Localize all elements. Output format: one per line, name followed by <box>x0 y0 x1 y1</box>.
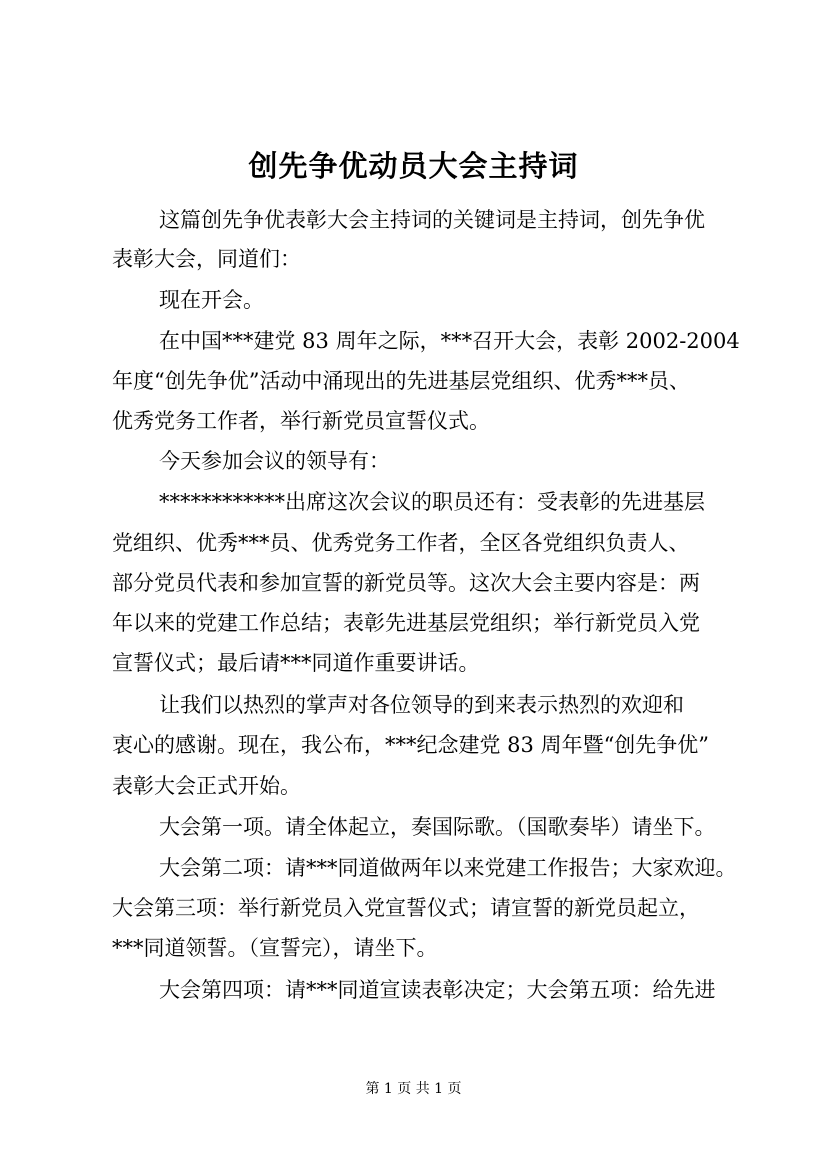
text-line: 让我们以热烈的掌声对各位领导的到来表示热烈的欢迎和 <box>159 693 684 717</box>
text-line: 在中国***建党 83 周年之际，***召开大会，表彰 2002-2004 <box>159 329 740 353</box>
text-line: ***同道领誓。（宣誓完），请坐下。 <box>112 936 438 960</box>
text-line: 党组织、优秀***员、优秀党务工作者，全区各党组织负责人、 <box>112 531 690 555</box>
text-line: 部分党员代表和参加宣誓的新党员等。这次大会主要内容是：两 <box>112 571 700 595</box>
text-line: 大会第四项：请***同道宣读表彰决定；大会第五项：给先进 <box>159 978 716 1002</box>
text-line: ************出席这次会议的职员还有：受表彰的先进基层 <box>159 490 705 514</box>
text-line: 宣誓仪式；最后请***同道作重要讲话。 <box>112 651 480 675</box>
text-line: 这篇创先争优表彰大会主持词的关键词是主持词，创先争优 <box>159 208 705 232</box>
text-line: 优秀党务工作者，举行新党员宣誓仪式。 <box>112 409 490 433</box>
text-line: 大会第三项：举行新党员入党宣誓仪式；请宣誓的新党员起立， <box>112 896 700 920</box>
document-title: 创先争优动员大会主持词 <box>248 149 579 183</box>
text-line: 表彰大会，同道们： <box>112 247 301 271</box>
text-line: 大会第二项：请***同道做两年以来党建工作报告；大家欢迎。 <box>159 856 737 880</box>
text-line: 表彰大会正式开始。 <box>112 774 301 798</box>
text-line: 大会第一项。请全体起立，奏国际歌。（国歌奏毕）请坐下。 <box>159 815 716 839</box>
text-line: 衷心的感谢。现在，我公布，***纪念建党 83 周年暨“创先争优” <box>112 733 710 757</box>
text-line: 年度“创先争优”活动中涌现出的先进基层党组织、优秀***员、 <box>112 369 690 393</box>
text-line: 现在开会。 <box>159 288 264 312</box>
text-line: 年以来的党建工作总结；表彰先进基层党组织；举行新党员入党 <box>112 611 700 635</box>
text-line: 今天参加会议的领导有： <box>159 449 390 473</box>
page-number-footer: 第 1 页 共 1 页 <box>365 1081 462 1097</box>
